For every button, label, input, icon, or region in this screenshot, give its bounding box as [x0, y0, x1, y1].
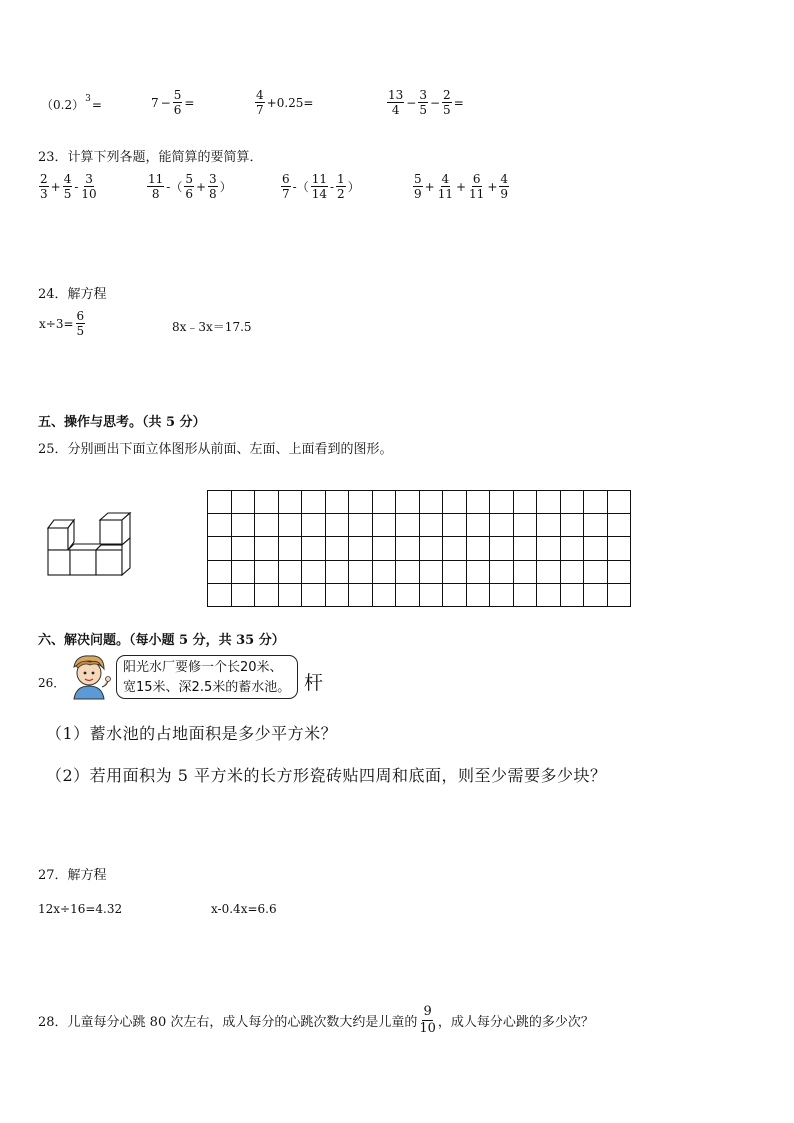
fraction [442, 88, 452, 117]
numerator: 4 [441, 172, 450, 186]
grid-cell [302, 514, 326, 537]
grid-cell [278, 583, 302, 606]
equals-sign: = [184, 95, 195, 110]
operator: - [74, 179, 79, 194]
grid-cell [537, 491, 561, 514]
numerator: 3 [209, 172, 217, 186]
grid-cell [255, 491, 279, 514]
fraction [468, 172, 485, 201]
grid-cell [419, 560, 443, 583]
numerator: 1 [337, 172, 345, 186]
grid-cell [607, 583, 631, 606]
grid-cell [513, 537, 537, 560]
operator: + [195, 179, 207, 194]
grid-cell [537, 583, 561, 606]
grid-cell [231, 491, 255, 514]
expr-22-a [40, 93, 103, 113]
grid-cell [396, 514, 420, 537]
grid-cell [443, 537, 467, 560]
grid-cell [466, 583, 490, 606]
question-26-part-2: （2）若用面积为 5 平方米的长方形瓷砖贴四周和底面，则至少需要多少块？ [46, 766, 607, 785]
expr-22-d [386, 88, 465, 117]
expr-text: +0.25= [266, 95, 314, 110]
numerator: 2 [443, 88, 451, 102]
question-25-text: 25．分别画出下面立体图形从前面、左面、上面看到的图形。 [38, 442, 393, 457]
expr-23-4 [412, 172, 510, 201]
denominator: 5 [63, 187, 72, 201]
grid-cell [537, 560, 561, 583]
numerator: 5 [414, 172, 422, 186]
fraction [80, 172, 97, 201]
fraction [147, 172, 164, 201]
grid-cell [278, 560, 302, 583]
operator: ） [219, 180, 232, 194]
numerator: 11 [311, 172, 327, 186]
operator: - [329, 179, 335, 194]
grid-cell [513, 583, 537, 606]
denominator: 2 [337, 187, 345, 201]
denominator: 5 [419, 103, 427, 117]
grid-cell [490, 583, 514, 606]
grid-cell [537, 537, 561, 560]
grid-cell [255, 560, 279, 583]
grid-cell [584, 537, 608, 560]
grid-row [208, 491, 631, 514]
equals-sign: = [453, 95, 464, 110]
grid-cell [372, 583, 396, 606]
speech-bubble [116, 655, 298, 699]
exponent: 3 [85, 93, 91, 104]
equation-24-2: 8x﹣3x＝17.5 [172, 320, 252, 334]
grid-cell [490, 560, 514, 583]
grid-cell [349, 583, 373, 606]
fraction [336, 172, 346, 201]
grid-cell [490, 514, 514, 537]
grid-cell [396, 560, 420, 583]
numerator: 4 [63, 172, 72, 186]
grid-cell [372, 537, 396, 560]
grid-cell [607, 560, 631, 583]
denominator: 7 [282, 187, 290, 201]
fraction [208, 172, 218, 201]
grid-cell [325, 491, 349, 514]
denominator: 8 [151, 187, 160, 201]
grid-cell [396, 491, 420, 514]
fraction [387, 88, 404, 117]
grid-cell [208, 583, 232, 606]
grid-cell [278, 514, 302, 537]
grid-cell [490, 537, 514, 560]
numerator: 6 [472, 172, 481, 186]
numerator: 3 [85, 172, 93, 186]
grid-cell [560, 537, 584, 560]
equals-sign: = [91, 97, 102, 112]
operator: + [424, 179, 435, 194]
grid-cell [208, 491, 232, 514]
numerator: 9 [423, 1004, 432, 1019]
grid-cell [302, 537, 326, 560]
grid-cell [325, 583, 349, 606]
grid-row [208, 583, 631, 606]
numerator: 4 [500, 172, 509, 186]
grid-cell [560, 583, 584, 606]
denominator: 8 [209, 187, 217, 201]
grid-cell [466, 491, 490, 514]
bubble-line-2: 宽15米、深2.5米的蓄水池。 [123, 680, 291, 695]
bubble-line-1: 阳光水厂要修一个长20米、 [123, 660, 283, 675]
grid-cell [443, 514, 467, 537]
expr-22-c [254, 88, 314, 117]
grid-cell [443, 491, 467, 514]
grid-cell [584, 583, 608, 606]
fraction [437, 172, 454, 201]
fraction [311, 172, 328, 201]
numerator: 6 [282, 172, 290, 186]
equation-27-1: 12x÷16=4.32 [38, 902, 123, 916]
question-27-title: 27．解方程 [38, 868, 107, 883]
grid-cell [584, 491, 608, 514]
denominator: 11 [469, 187, 485, 201]
grid-cell [560, 491, 584, 514]
grid-cell [231, 560, 255, 583]
fraction [499, 172, 509, 201]
denominator: 7 [256, 103, 264, 117]
fraction [63, 172, 73, 201]
grid-cell [255, 537, 279, 560]
grid-cell [584, 514, 608, 537]
grid-cell [208, 537, 232, 560]
grid-cell [466, 537, 490, 560]
grid-cell [302, 560, 326, 583]
grid-cell [607, 537, 631, 560]
denominator: 6 [173, 103, 182, 117]
grid-cell [372, 491, 396, 514]
numerator: 6 [76, 309, 85, 323]
grid-cell [419, 537, 443, 560]
expr-23-1 [38, 172, 99, 201]
fraction [413, 172, 423, 201]
question-26-number: 26． [38, 676, 66, 690]
cube-stack-figure [44, 510, 136, 580]
numerator: 4 [256, 88, 264, 102]
grid-cell [419, 583, 443, 606]
fraction [173, 88, 183, 117]
fraction [76, 309, 86, 338]
operator: ） [347, 180, 360, 194]
denominator: 10 [81, 187, 97, 201]
grid-cell [231, 514, 255, 537]
denominator: 9 [414, 187, 422, 201]
child-illustration [64, 653, 116, 701]
stray-character: 杆 [304, 672, 324, 694]
grid-cell [278, 537, 302, 560]
grid-cell [325, 514, 349, 537]
grid-row [208, 514, 631, 537]
grid-row [208, 537, 631, 560]
grid-cell [443, 560, 467, 583]
grid-cell [419, 514, 443, 537]
equation-24-1 [38, 309, 86, 338]
grid-cell [349, 560, 373, 583]
denominator: 3 [40, 187, 48, 201]
grid-cell [513, 491, 537, 514]
grid-cell [560, 514, 584, 537]
expr-text: x÷3= [39, 316, 74, 331]
grid-cell [466, 560, 490, 583]
fraction [418, 88, 428, 117]
expr-23-3 [280, 172, 361, 201]
operator: + [487, 179, 498, 194]
question-23-title: 23．计算下列各题，能简算的要简算． [38, 150, 263, 165]
grid-cell [396, 537, 420, 560]
numerator: 5 [173, 88, 182, 102]
denominator: 5 [76, 324, 85, 338]
grid-cell [325, 537, 349, 560]
grid-cell [584, 560, 608, 583]
grid-cell [349, 491, 373, 514]
question-28-text-before: 28．儿童每分心跳 80 次左右，成人每分的心跳次数大约是儿童的 [38, 1015, 418, 1030]
grid-cell [231, 583, 255, 606]
denominator: 10 [419, 1021, 436, 1036]
grid-cell [255, 514, 279, 537]
grid-cell [349, 537, 373, 560]
operator: + [455, 179, 467, 194]
operator: − [429, 95, 441, 110]
grid-cell [302, 583, 326, 606]
fraction [184, 172, 194, 201]
grid-cell [325, 560, 349, 583]
grid-cell [372, 514, 396, 537]
grid-cell [349, 514, 373, 537]
denominator: 6 [185, 187, 193, 201]
operator: -（ [166, 180, 183, 194]
section-5-title: 五、操作与思考。（共 5 分） [38, 415, 206, 430]
grid-cell [607, 491, 631, 514]
fraction [418, 1004, 437, 1037]
expr-text: （0.2） [41, 98, 85, 112]
operator: − [406, 95, 417, 110]
grid-cell [537, 514, 561, 537]
numerator: 11 [148, 172, 164, 186]
grid-cell [560, 560, 584, 583]
operator: + [50, 179, 61, 194]
expr-22-b [150, 88, 195, 117]
denominator: 14 [311, 187, 327, 201]
section-6-title: 六、解决问题。（每小题 5 分，共 35 分） [38, 633, 285, 648]
grid-cell [513, 514, 537, 537]
grid-cell [490, 491, 514, 514]
denominator: 5 [443, 103, 451, 117]
denominator: 4 [391, 103, 400, 117]
expr-23-2 [146, 172, 233, 201]
fraction [255, 88, 265, 117]
numerator: 2 [40, 172, 48, 186]
drawing-grid[interactable] [207, 490, 631, 607]
operator: -（ [292, 180, 309, 194]
operator: − [160, 95, 171, 110]
question-28-text [38, 1004, 594, 1037]
question-26-part-1: （1）蓄水池的占地面积是多少平方米？ [46, 724, 338, 743]
fraction [39, 172, 49, 201]
numerator: 13 [388, 88, 404, 102]
grid-cell [372, 560, 396, 583]
grid-cell [302, 491, 326, 514]
grid-cell [208, 560, 232, 583]
question-24-title: 24．解方程 [38, 287, 107, 302]
grid-cell [607, 514, 631, 537]
numerator: 3 [419, 88, 427, 102]
integer: 7 [151, 95, 159, 110]
equation-27-2: x-0.4x=6.6 [211, 902, 277, 916]
denominator: 11 [437, 187, 453, 201]
grid-cell [513, 560, 537, 583]
numerator: 5 [185, 172, 193, 186]
fraction [281, 172, 291, 201]
grid-cell [419, 491, 443, 514]
grid-row [208, 560, 631, 583]
grid-cell [231, 537, 255, 560]
question-28-text-after: ，成人每分心跳的多少次？ [437, 1015, 594, 1030]
grid-cell [208, 514, 232, 537]
grid-cell [466, 514, 490, 537]
grid-cell [255, 583, 279, 606]
grid-cell [443, 583, 467, 606]
grid-cell [396, 583, 420, 606]
denominator: 9 [500, 187, 509, 201]
grid-cell [278, 491, 302, 514]
